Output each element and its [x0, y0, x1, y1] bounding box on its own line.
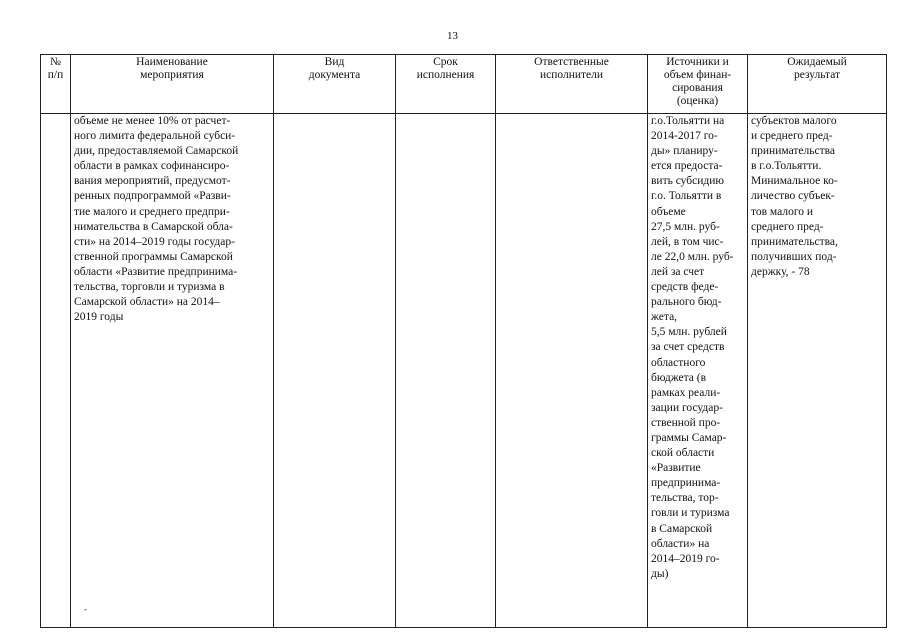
header-deadline: Срок исполнения — [396, 55, 496, 114]
scan-mark: - — [84, 604, 87, 614]
cell-document-type — [274, 114, 396, 628]
header-expected-result: Ожидаемый результат — [748, 55, 887, 114]
table-header-row — [41, 55, 887, 114]
cell-deadline — [396, 114, 496, 628]
header-activity-name: Наименование мероприятия — [71, 55, 274, 114]
cell-expected-result: субъектов малого и среднего пред- принимательства в г.о.Тольятти. Минимальное ко- личество субъек- тов малого и среднего пред- принимательства, получивших под- держку, - 78 — [748, 114, 887, 628]
header-funding-sources: Источники и объем финан- сирования (оценка) — [648, 55, 748, 114]
cell-activity-name: объеме не менее 10% от расчет- ного лимита федеральной субси- дии, предоставляемой Самарской области в рамках софинансиро- вания мероприятий, предусмот- ренных подпрограммой «Разви- тие малого и среднего предпри- нимательства в Самарской обла- сти» на 2014–2019 годы государ- ственной программы Самарской области «Развитие предпринима- тельства, торговли и туризма в Самарской области» на 2014– 2019 годы — [71, 114, 274, 628]
cell-number — [41, 114, 71, 628]
cell-funding-sources: г.о.Тольятти на 2014-2017 го- ды» планиру- ется предоста- вить субсидию г.о. Тольятти в объеме 27,5 млн. руб- лей, в том чис- ле 22,0 млн. руб- лей за счет средств феде- рального бюд- жета, 5,5 млн. рублей за счет средств областного бюджета (в рамках реали- зации государ- ственной про- граммы Самар- ской области «Развитие предпринима- тельства, тор- говли и туризма в Самарской области» на 2014–2019 го- ды) — [648, 114, 748, 628]
table-row — [41, 114, 887, 628]
page-number: 13 — [447, 30, 458, 42]
header-number: № п/п — [41, 55, 71, 114]
header-document-type: Вид документа — [274, 55, 396, 114]
header-executors: Ответственные исполнители — [496, 55, 648, 114]
activity-plan-table — [40, 54, 887, 628]
cell-executors — [496, 114, 648, 628]
